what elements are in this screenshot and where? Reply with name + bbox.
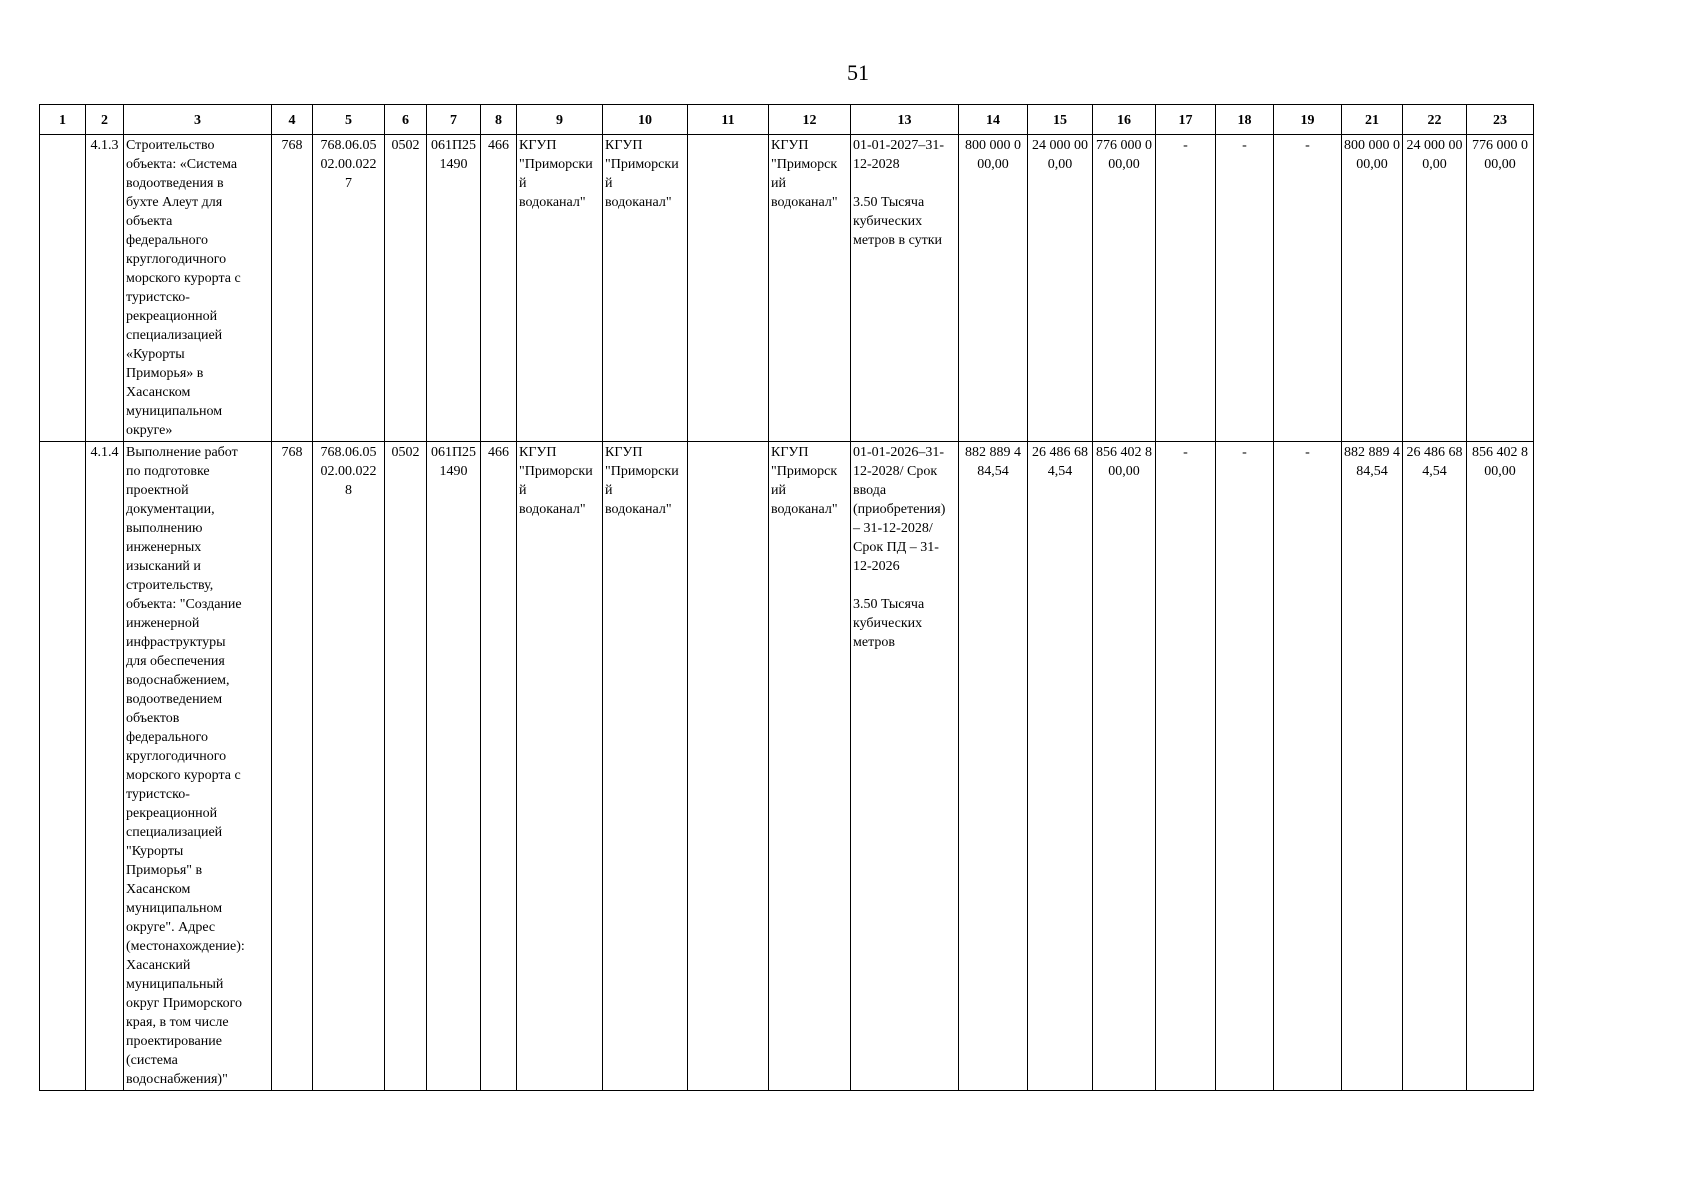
amount-cell: 26 486 68 4,54 [1403,442,1467,1091]
col-header: 8 [481,105,517,135]
amount-cell: 776 000 0 00,00 [1093,135,1156,442]
table-cell: 061П25 1490 [427,442,481,1091]
col-header: 21 [1342,105,1403,135]
amount-cell: 800 000 0 00,00 [1342,135,1403,442]
col-header: 4 [272,105,313,135]
table-cell: - [1274,135,1342,442]
amount-cell: 776 000 0 00,00 [1467,135,1534,442]
amount-cell: 882 889 4 84,54 [959,442,1028,1091]
table-cell: - [1216,442,1274,1091]
page-number: 51 [847,60,869,85]
table-cell [688,135,769,442]
col-header: 22 [1403,105,1467,135]
amount-cell: 24 000 00 0,00 [1403,135,1467,442]
table-cell: КГУП "Приморск ий водоканал" [769,442,851,1091]
table-cell: - [1216,135,1274,442]
item-description: Выполнение работ по подготовке проектной документации, выполнению инженерных изысканий и строительству, объекта: "Создание инженерной инфраструктуры для обеспечения водоснабжением, водоотведением объектов федерального круглогодичного морского курорта с туристско- рекреационной специализацией "Курорты Приморья" в Хасанском муниципальном округе". Адрес (местонахождение): Хасанский муниципальный округ Приморского края, в том числе проектирование (система водоснабжения)" [124,442,272,1091]
col-header: 16 [1093,105,1156,135]
header-row [40,105,1534,135]
col-header: 15 [1028,105,1093,135]
item-number: 4.1.4 [86,442,124,1091]
col-header: 18 [1216,105,1274,135]
col-header: 6 [385,105,427,135]
col-header: 19 [1274,105,1342,135]
col-header: 17 [1156,105,1216,135]
table-cell: - [1274,442,1342,1091]
col-header: 2 [86,105,124,135]
table-cell: - [1156,135,1216,442]
table-cell: - [1156,442,1216,1091]
table-cell: 061П25 1490 [427,135,481,442]
amount-cell: 800 000 0 00,00 [959,135,1028,442]
table-row [40,442,1534,1091]
amount-cell: 26 486 68 4,54 [1028,442,1093,1091]
col-header: 9 [517,105,603,135]
amount-cell: 24 000 00 0,00 [1028,135,1093,442]
col-header: 7 [427,105,481,135]
item-description: Строительство объекта: «Система водоотведения в бухте Алеут для объекта федерального круглогодичного морского курорта с туристско- рекреационной специализацией «Курорты Приморья» в Хасанском муниципальном округе» [124,135,272,442]
table-cell: КГУП "Приморски й водоканал" [517,135,603,442]
table-cell: 466 [481,135,517,442]
table-cell: КГУП "Приморск ий водоканал" [769,135,851,442]
table-cell: 01-01-2027–31- 12-2028 3.50 Тысяча кубических метров в сутки [851,135,959,442]
col-header: 3 [124,105,272,135]
table-cell: 768 [272,442,313,1091]
budget-table [39,104,1534,1091]
table-cell [40,442,86,1091]
table-cell: КГУП "Приморски й водоканал" [517,442,603,1091]
table-cell: КГУП "Приморски й водоканал" [603,442,688,1091]
table-row [40,135,1534,442]
table-cell: 0502 [385,135,427,442]
table-cell: 466 [481,442,517,1091]
table-cell [688,442,769,1091]
table-cell: 01-01-2026–31- 12-2028/ Срок ввода (приобретения) – 31-12-2028/ Срок ПД – 31- 12-2026 3.50 Тысяча кубических метров [851,442,959,1091]
col-header: 11 [688,105,769,135]
amount-cell: 856 402 8 00,00 [1467,442,1534,1091]
col-header: 5 [313,105,385,135]
table-cell: 768.06.05 02.00.022 8 [313,442,385,1091]
table-cell: 0502 [385,442,427,1091]
col-header: 23 [1467,105,1534,135]
col-header: 12 [769,105,851,135]
amount-cell: 856 402 8 00,00 [1093,442,1156,1091]
col-header: 1 [40,105,86,135]
amount-cell: 882 889 4 84,54 [1342,442,1403,1091]
col-header: 13 [851,105,959,135]
table-cell [40,135,86,442]
item-number: 4.1.3 [86,135,124,442]
table-cell: КГУП "Приморски й водоканал" [603,135,688,442]
col-header: 10 [603,105,688,135]
table-cell: 768 [272,135,313,442]
col-header: 14 [959,105,1028,135]
table-cell: 768.06.05 02.00.022 7 [313,135,385,442]
